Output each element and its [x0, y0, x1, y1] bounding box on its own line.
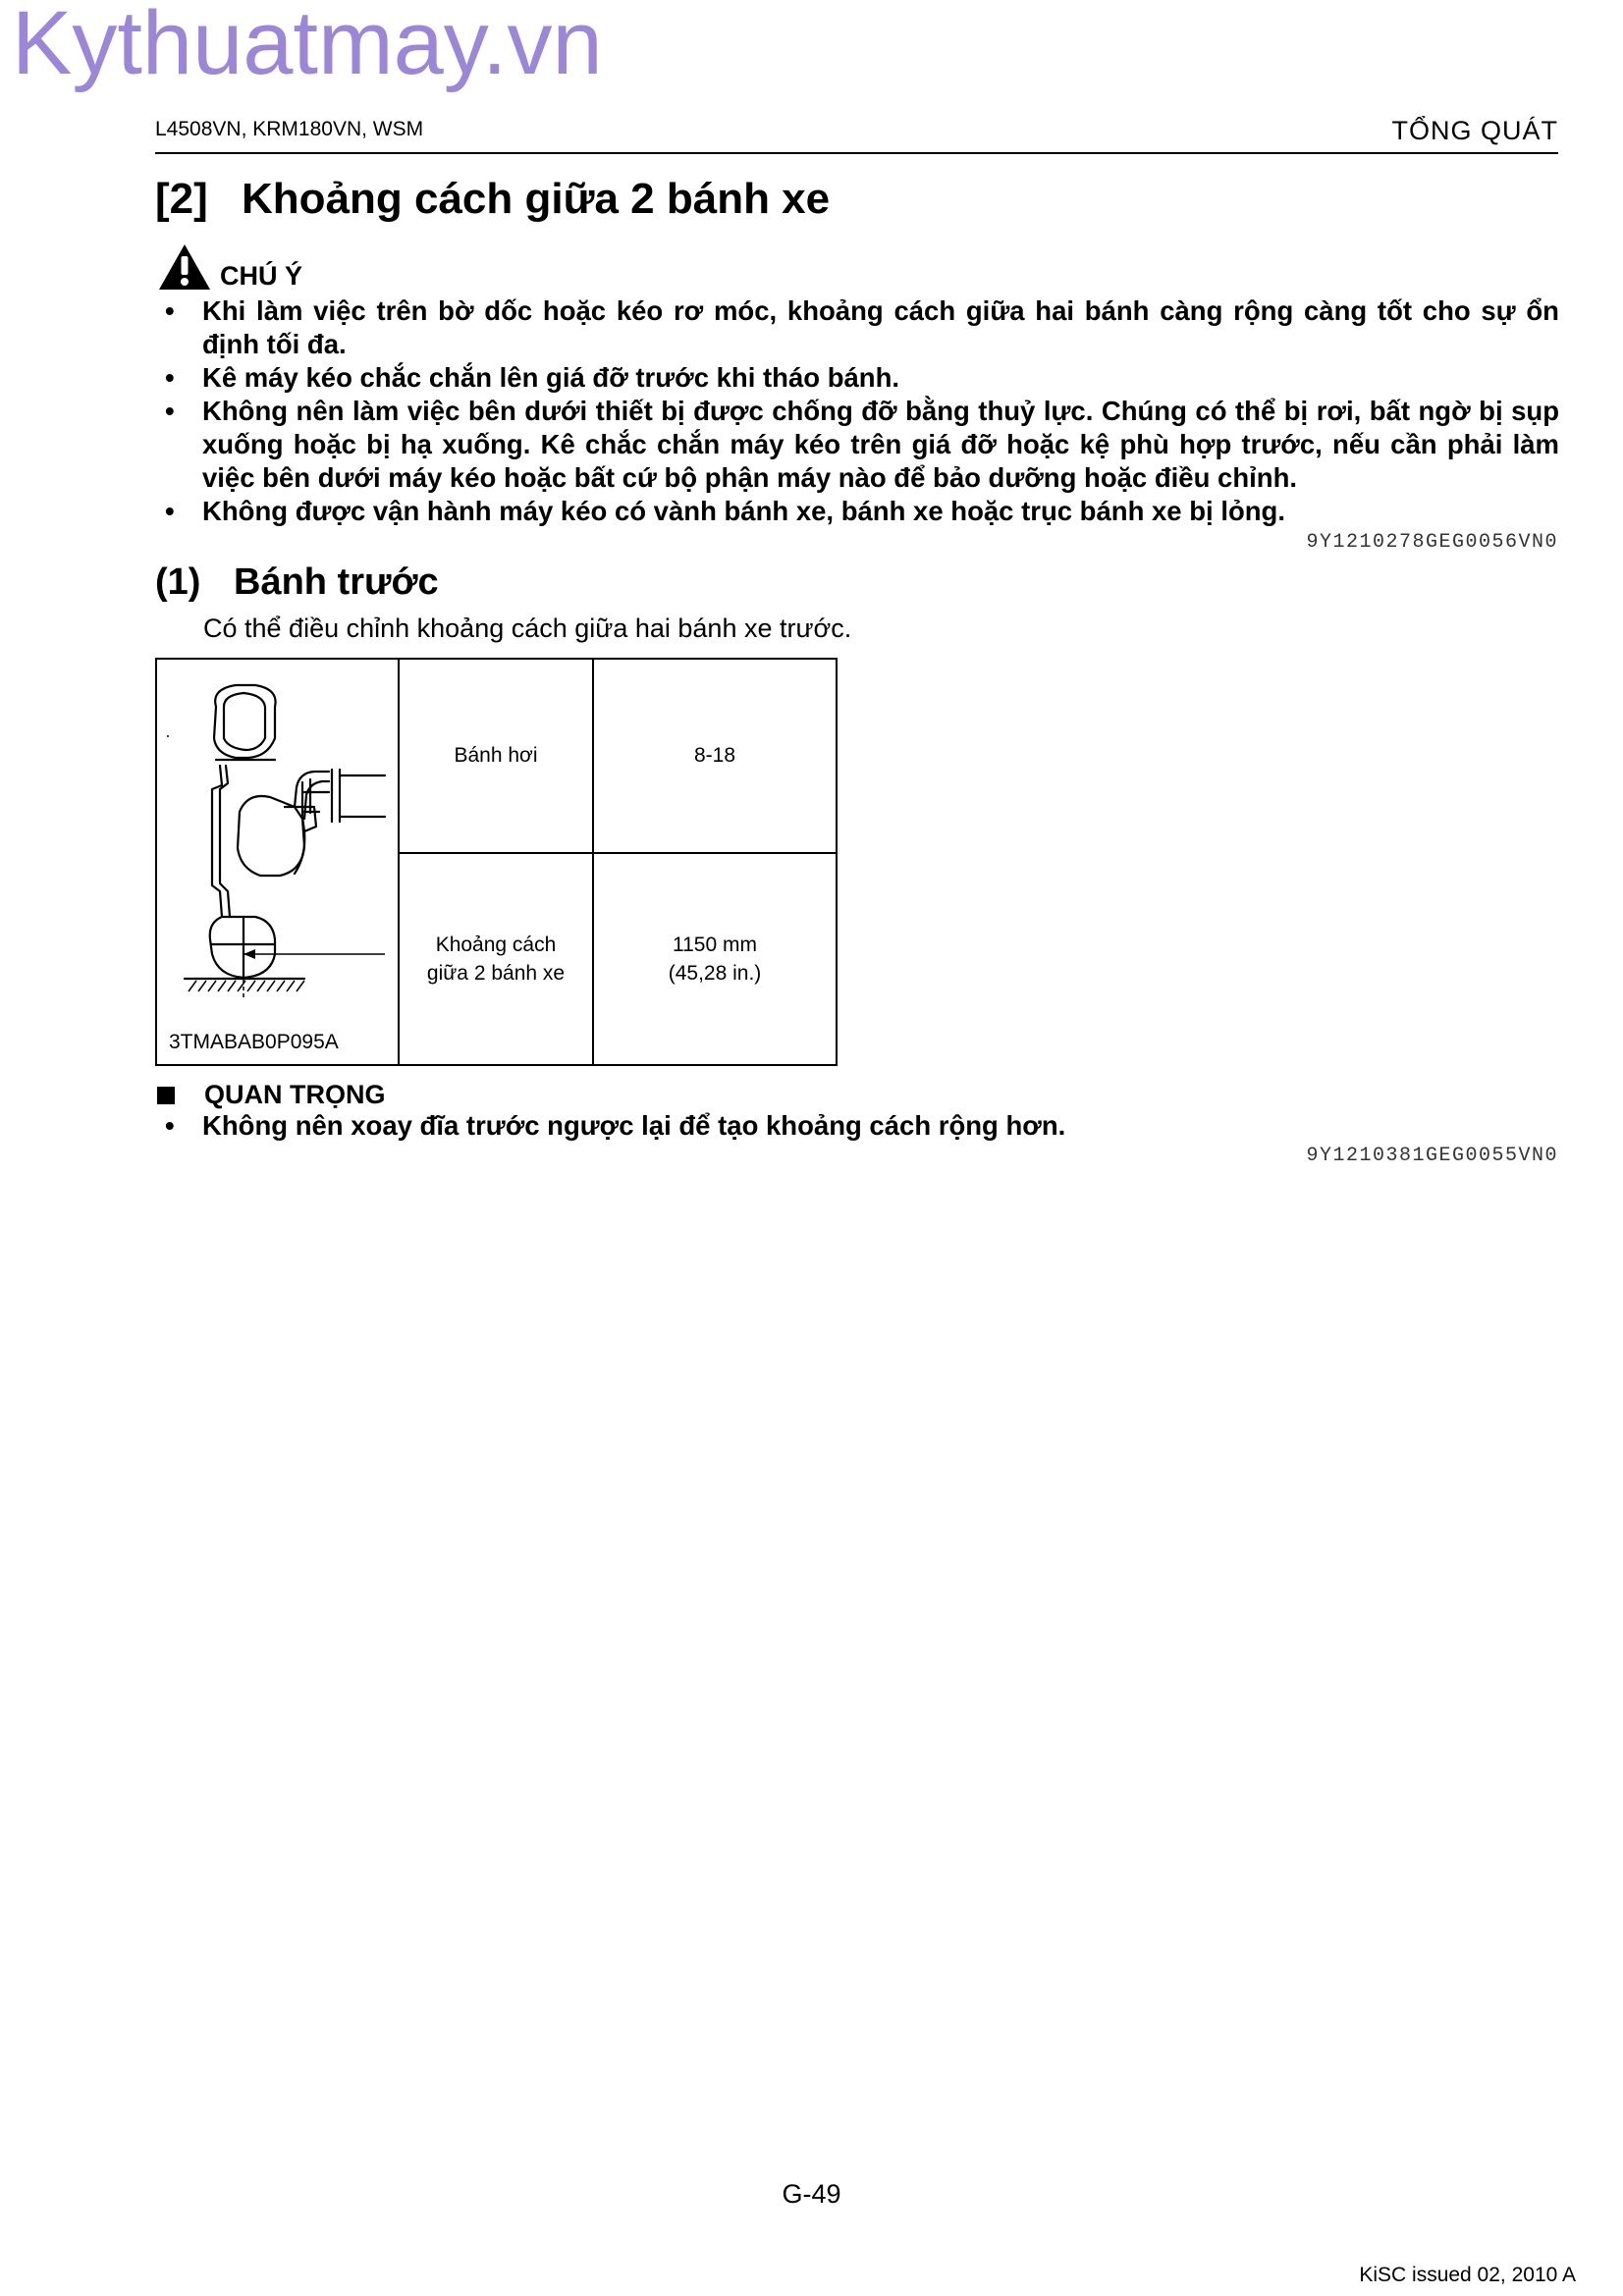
- section-title-text: Khoảng cách giữa 2 bánh xe: [242, 175, 831, 223]
- front-wheel-tread-diagram: [157, 660, 398, 1064]
- figure-cell: [156, 659, 399, 1065]
- subsection-title-text: Bánh trước: [234, 561, 439, 603]
- caution-heading: [157, 240, 302, 292]
- caution-item: • Không được vận hành máy kéo có vành bánh xe, bánh xe hoặc trục bánh xe bị lỏng.: [155, 495, 1559, 528]
- caution-item: • Kê máy kéo chắc chắn lên giá đỡ trước khi tháo bánh.: [155, 361, 1559, 395]
- important-reference-code: 9Y1210381GEG0055VN0: [1306, 1145, 1558, 1167]
- subsection-number: (1): [155, 561, 201, 603]
- subsection-description: Có thể điều chỉnh khoảng cách giữa hai bánh xe trước.: [203, 614, 852, 643]
- figure-code: 3TMABAB0P095A: [169, 1031, 339, 1053]
- spec-label-tire: Bánh hơi: [399, 659, 593, 853]
- spec-value-tread: [593, 853, 837, 1065]
- watermark-logo: Kythuatmay.vn: [12, 0, 603, 93]
- warning-triangle-icon: [157, 242, 212, 292]
- caution-list: [155, 294, 1559, 528]
- issued-note: KiSC issued 02, 2010 A: [1359, 2264, 1576, 2286]
- important-heading: [155, 1080, 386, 1110]
- section-title: [155, 175, 830, 224]
- caution-label: CHÚ Ý: [220, 261, 303, 291]
- caution-item: • Khi làm việc trên bờ dốc hoặc kéo rơ móc, khoảng cách giữa hai bánh càng rộng càng tốt cho sự ổn định tối đa.: [155, 294, 1559, 361]
- spec-label-tread-line2: giữa 2 bánh xe: [426, 961, 566, 985]
- important-label: QUAN TRỌNG: [204, 1080, 386, 1109]
- header-chapter: TỔNG QUÁT: [1391, 116, 1558, 145]
- header-divider: [155, 152, 1558, 154]
- spec-value-tread-mm: 1150 mm: [673, 933, 757, 956]
- header-models: L4508VN, KRM180VN, WSM: [155, 118, 424, 140]
- spec-value-tread-in: (45,28 in.): [668, 961, 762, 985]
- caution-reference-code: 9Y1210278GEG0056VN0: [1306, 531, 1558, 554]
- spec-label-tread-line1: Khoảng cách: [435, 933, 557, 956]
- spec-table: [155, 658, 838, 1066]
- important-list: [155, 1109, 1559, 1143]
- section-number: [2]: [155, 175, 208, 223]
- page-number: G-49: [782, 2179, 841, 2209]
- caution-item: • Không nên làm việc bên dưới thiết bị được chống đỡ bằng thuỷ lực. Chúng có thể bị rơi, bất ngờ bị sụp xuống hoặc bị hạ xuống. Kê chắc chắn máy kéo trên giá đỡ hoặc kệ phù hợp trước, nếu cần phải làm việc bên dưới máy kéo hoặc bất cứ bộ phận máy nào để bảo dưỡng hoặc điều chỉnh.: [155, 395, 1559, 495]
- spec-label-tread: [399, 853, 593, 1065]
- important-item: • Không nên xoay đĩa trước ngược lại để tạo khoảng cách rộng hơn.: [155, 1109, 1559, 1143]
- square-bullet-icon: [157, 1087, 175, 1104]
- subsection-title: [155, 561, 439, 604]
- spec-value-tire: 8-18: [593, 659, 837, 853]
